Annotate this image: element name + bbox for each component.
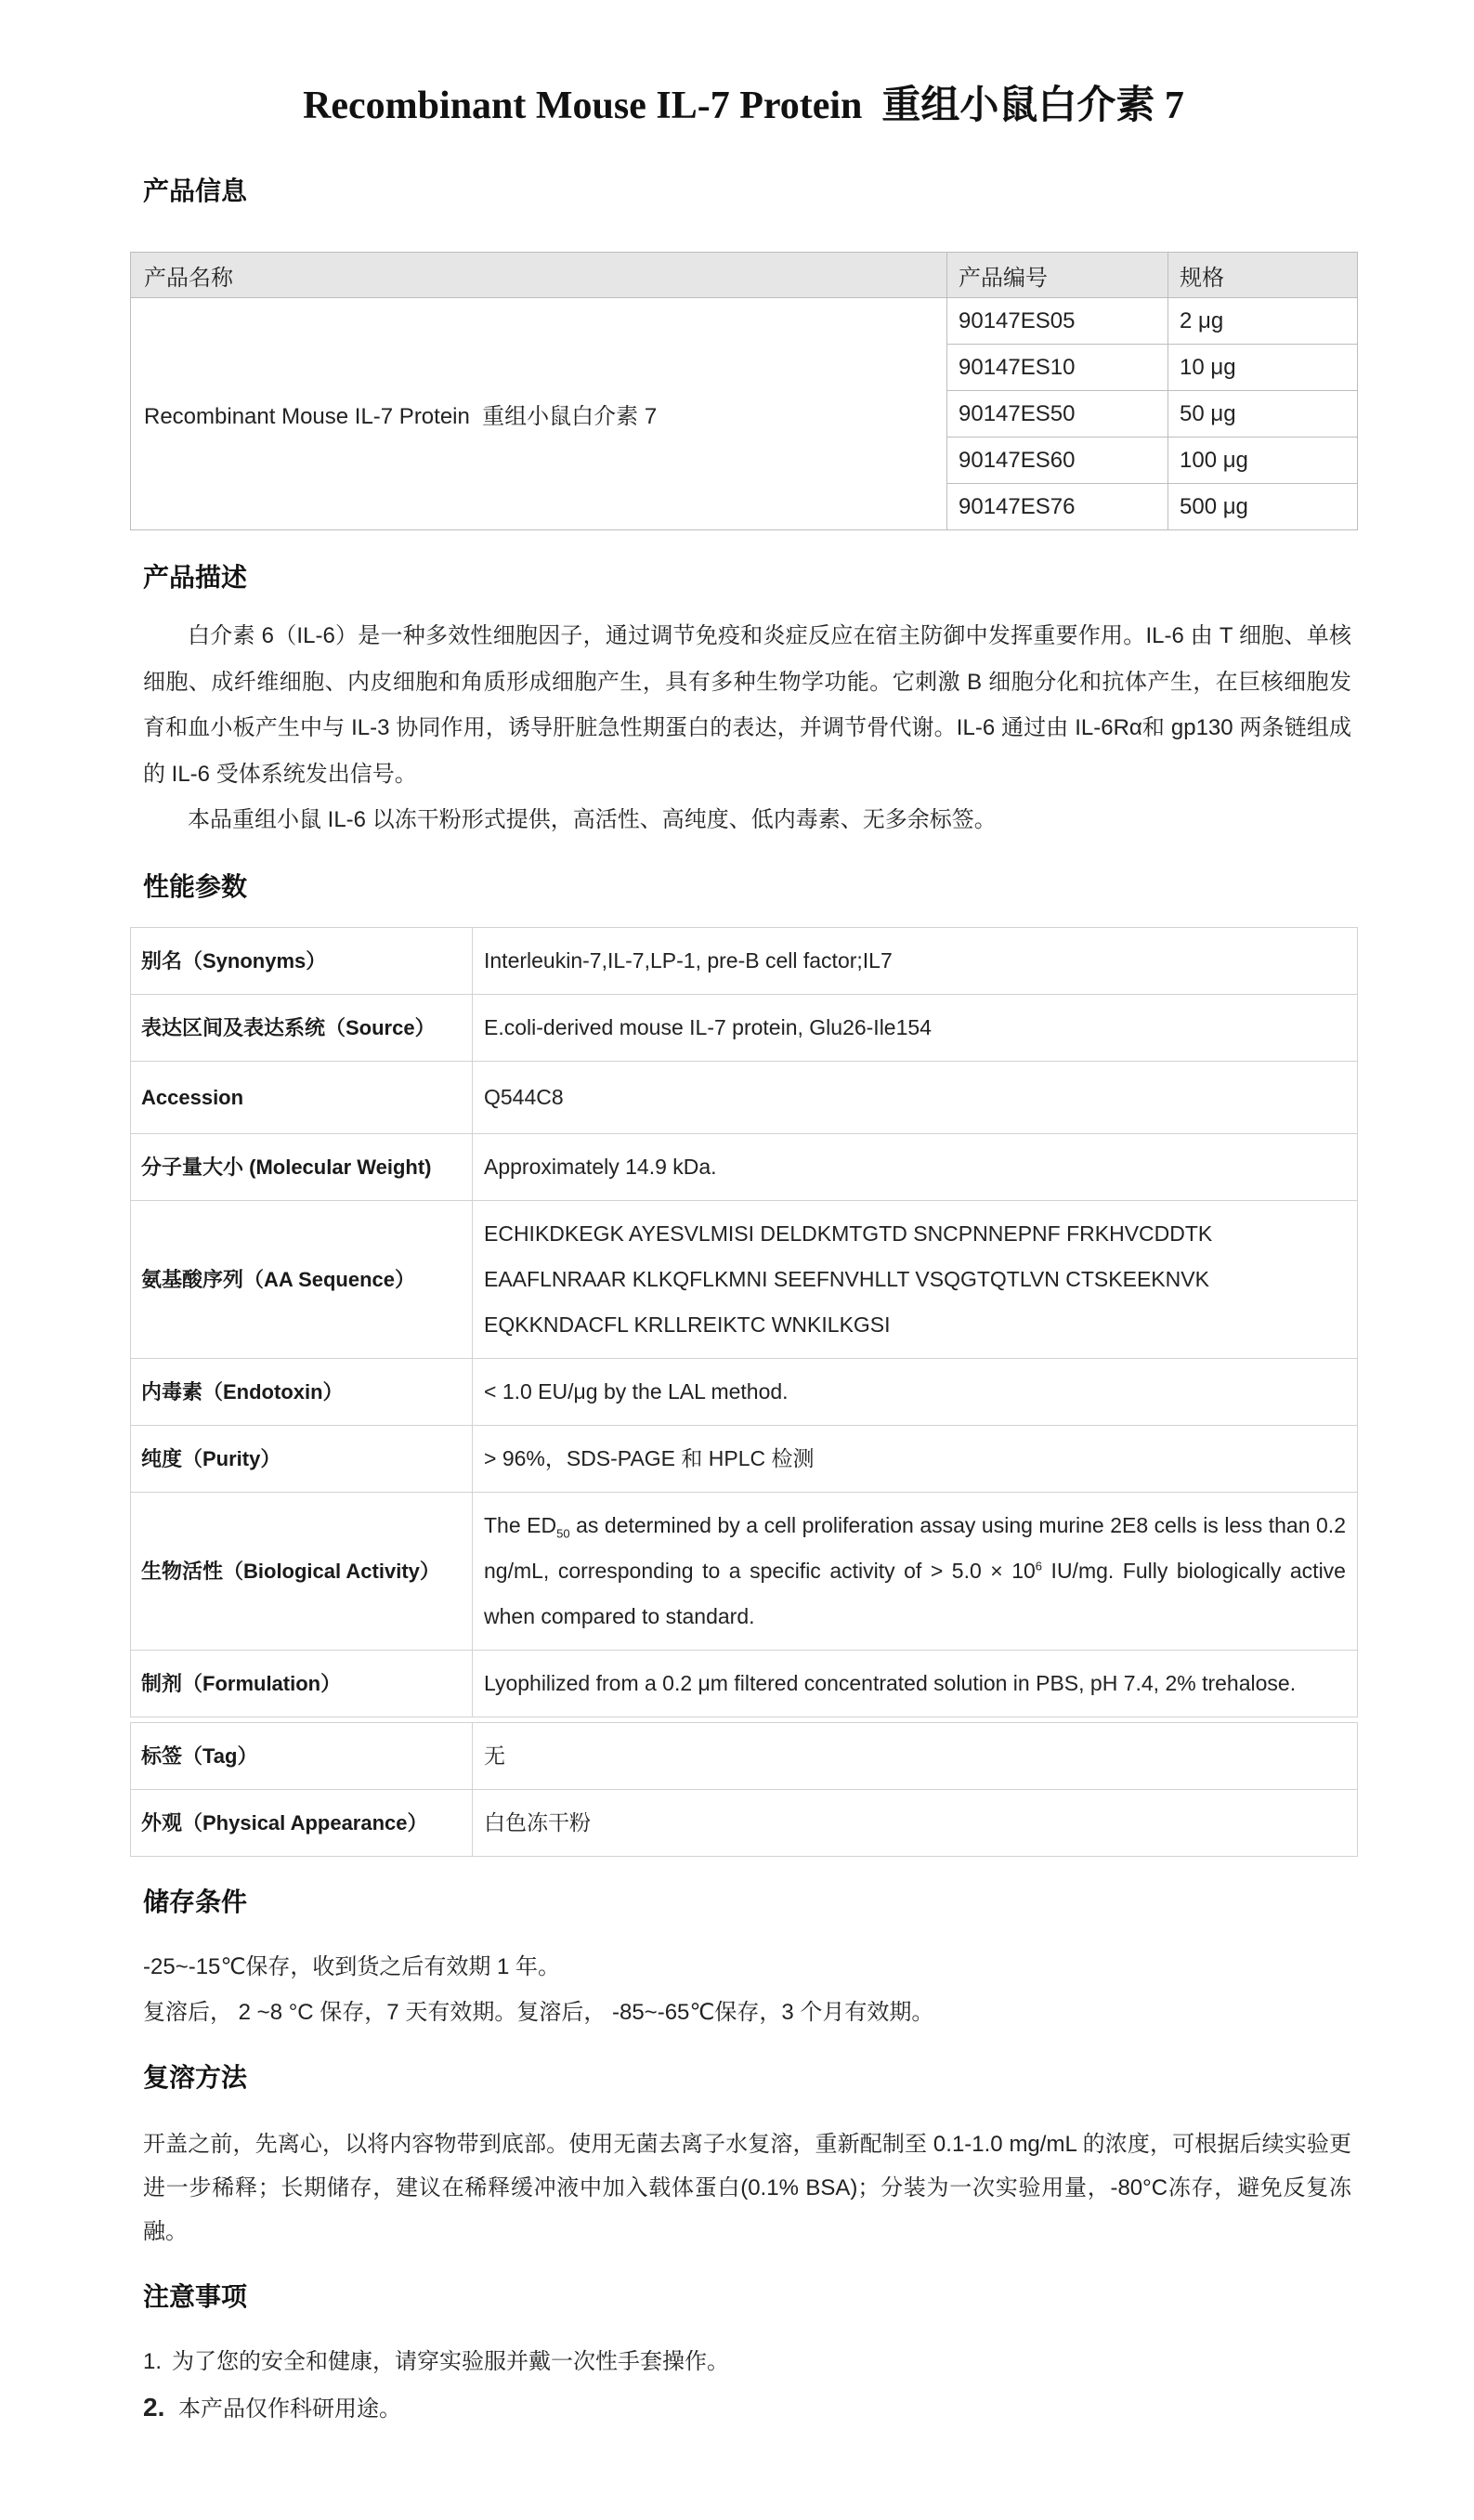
document-title: Recombinant Mouse IL-7 Protein 重组小鼠白介素 7 — [303, 85, 1184, 127]
description-paragraph: 本品重组小鼠 IL-6 以冻干粉形式提供，高活性、高纯度、低内毒素、无多余标签。 — [188, 807, 997, 832]
description-paragraph: 白介素 6（IL-6）是一种多效性细胞因子，通过调节免疫和炎症反应在宿主防御中发挥重要作用。IL-6 由 T 细胞、单核细胞、成纤维细胞、内皮细胞和角质形成细胞产生，具有多种生物学功能。它刺激 B 细胞分化和抗体产生，在巨核细胞发育和血小板产生中与 IL-3 协同作用，诱导肝脏急性期蛋白的表达，并调节骨代谢。IL-6 通过由 IL-6Rα和 gp130 两条链组成的 IL-6 受体系统发出信号。 — [143, 623, 1351, 787]
list-item-text: 为了您的安全和健康，请穿实验服并戴一次性手套操作。 — [172, 2348, 729, 2374]
spec-row-endotoxin — [131, 1358, 1358, 1425]
spec-value: Q544C8 — [473, 1061, 1358, 1133]
spec-label: 生物活性（Biological Activity） — [131, 1492, 473, 1650]
spec-label: 分子量大小 (Molecular Weight) — [131, 1133, 473, 1200]
spec-value: Lyophilized from a 0.2 μm filtered concentrated solution in PBS, pH 7.4, 2% trehalose. — [473, 1650, 1358, 1717]
table-header-row — [131, 253, 1358, 298]
catalog-number-cell: 90147ES05 — [947, 298, 1168, 345]
description-body — [130, 613, 1357, 843]
activity-text: IU/mg. Fully biologically active when compared to standard. — [484, 1558, 1346, 1628]
spec-label: 制剂（Formulation） — [131, 1650, 473, 1717]
reconstitution-text: 开盖之前，先离心，以将内容物带到底部。使用无菌去离子水复溶，重新配制至 0.1-1.0 mg/mL 的浓度，可根据后续实验更进一步稀释；长期储存，建议在稀释缓冲液中加入载体蛋白(0.1% BSA)；分装为一次实验用量，-80°C冻存，避免反复冻融。 — [143, 2131, 1351, 2244]
table-row — [131, 298, 1358, 345]
spec-row-tag — [131, 1722, 1358, 1789]
size-cell: 50 μg — [1168, 391, 1358, 437]
section-heading-storage: 储存条件 — [143, 1887, 248, 1916]
spec-label: Accession — [131, 1061, 473, 1133]
storage-body — [130, 1944, 1357, 2035]
product-name-cell: Recombinant Mouse IL-7 Protein 重组小鼠白介素 7 — [131, 298, 947, 530]
spec-value: Approximately 14.9 kDa. — [473, 1133, 1358, 1200]
spec-row-purity — [131, 1425, 1358, 1492]
spec-row-biological-activity — [131, 1492, 1358, 1650]
spec-label: 标签（Tag） — [131, 1722, 473, 1789]
spec-value: > 96%，SDS-PAGE 和 HPLC 检测 — [473, 1425, 1358, 1492]
size-cell: 100 μg — [1168, 437, 1358, 484]
activity-text: The ED — [484, 1512, 557, 1537]
activity-subscript: 50 — [556, 1526, 570, 1541]
catalog-number-cell: 90147ES76 — [947, 484, 1168, 530]
spec-value: E.coli-derived mouse IL-7 protein, Glu26-Ile154 — [473, 994, 1358, 1061]
size-cell: 2 μg — [1168, 298, 1358, 345]
aa-sequence-line: ECHIKDKEGK AYESVLMISI DELDKMTGTD SNCPNNEPNF FRKHVCDDTK — [484, 1221, 1213, 1246]
spec-label: 表达区间及表达系统（Source） — [131, 994, 473, 1061]
specifications-table-continued — [130, 1722, 1358, 1857]
storage-line: 复溶后， 2 ~8 °C 保存，7 天有效期。复溶后， -85~-65℃保存，3 个月有效期。 — [143, 1999, 934, 2025]
spec-label: 氨基酸序列（AA Sequence） — [131, 1200, 473, 1358]
spec-label: 外观（Physical Appearance） — [131, 1789, 473, 1856]
size-cell: 10 μg — [1168, 345, 1358, 391]
catalog-number-cell: 90147ES60 — [947, 437, 1168, 484]
size-cell: 500 μg — [1168, 484, 1358, 530]
section-heading-description: 产品描述 — [143, 563, 248, 592]
spec-value: 无 — [473, 1722, 1358, 1789]
list-number: 2. — [143, 2392, 165, 2422]
storage-line: -25~-15℃保存，收到货之后有效期 1 年。 — [143, 1953, 561, 1979]
list-item-text: 本产品仅作科研用途。 — [178, 2396, 401, 2422]
activity-text: as determined by a cell proliferation assay using murine 2E8 cells is less than 0.2 ng/mL, corresponding to a specific activity of > 5.0 × 10 — [484, 1512, 1346, 1583]
spec-row-aa-sequence — [131, 1200, 1358, 1358]
section-heading-reconstitution: 复溶方法 — [143, 2062, 248, 2092]
catalog-number-cell: 90147ES10 — [947, 345, 1168, 391]
column-header-size: 规格 — [1168, 253, 1358, 298]
aa-sequence-line: EQKKNDACFL KRLLREIKTC WNKILKGSI — [484, 1312, 891, 1337]
section-heading-specifications: 性能参数 — [143, 871, 248, 901]
list-number: 1. — [143, 2348, 163, 2374]
column-header-product-name: 产品名称 — [131, 253, 947, 298]
spec-value: Interleukin-7,IL-7,LP-1, pre-B cell factor;IL7 — [473, 927, 1358, 994]
spec-row-formulation — [131, 1650, 1358, 1717]
aa-sequence-value — [473, 1200, 1358, 1358]
list-item — [143, 2384, 1351, 2432]
spec-label: 纯度（Purity） — [131, 1425, 473, 1492]
section-heading-notes: 注意事项 — [143, 2281, 248, 2311]
specifications-table — [130, 927, 1358, 1717]
spec-row-source — [131, 994, 1358, 1061]
list-item — [143, 2339, 1351, 2384]
product-info-table — [130, 252, 1358, 530]
section-heading-product-info: 产品信息 — [143, 176, 248, 205]
catalog-number-cell: 90147ES50 — [947, 391, 1168, 437]
spec-row-appearance — [131, 1789, 1358, 1856]
column-header-catalog-number: 产品编号 — [947, 253, 1168, 298]
spec-row-accession — [131, 1061, 1358, 1133]
aa-sequence-line: EAAFLNRAAR KLKQFLKMNI SEEFNVHLLT VSQGTQTLVN CTSKEEKNVK — [484, 1266, 1209, 1291]
notes-list — [130, 2339, 1357, 2432]
biological-activity-value — [473, 1492, 1358, 1650]
spec-value: < 1.0 EU/μg by the LAL method. — [473, 1358, 1358, 1425]
spec-row-molecular-weight — [131, 1133, 1358, 1200]
spec-label: 内毒素（Endotoxin） — [131, 1358, 473, 1425]
spec-row-synonyms — [131, 927, 1358, 994]
spec-value: 白色冻干粉 — [473, 1789, 1358, 1856]
activity-superscript: 6 — [1035, 1558, 1043, 1573]
spec-label: 别名（Synonyms） — [131, 927, 473, 994]
